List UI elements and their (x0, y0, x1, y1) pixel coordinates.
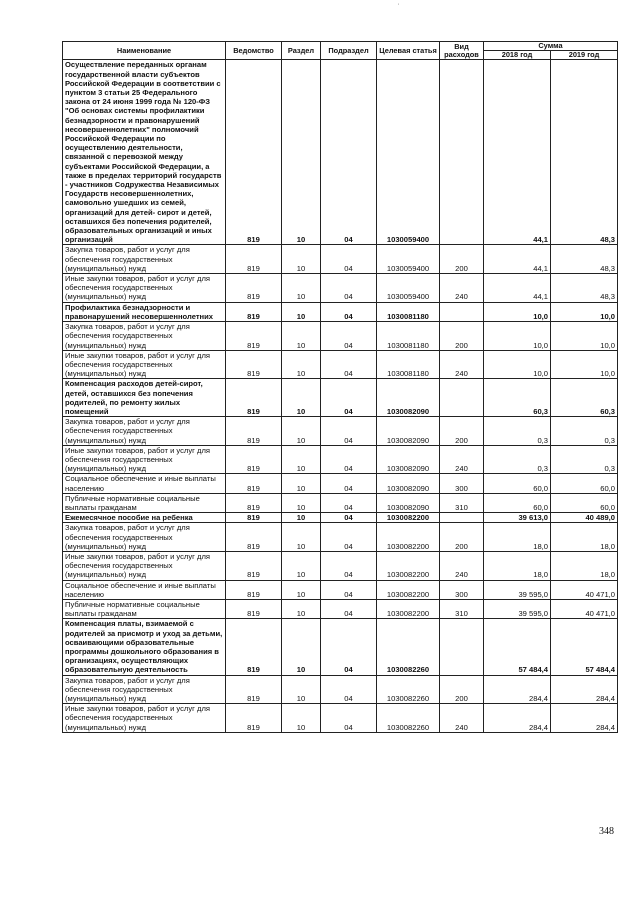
scan-mark: ' (398, 4, 400, 10)
table-row (63, 274, 618, 303)
cell-sum-2018: 10,0 (484, 350, 551, 379)
cell-target: 1030082090 (377, 474, 440, 493)
cell-sum-2019: 0,3 (551, 445, 618, 474)
cell-target: 1030059400 (377, 274, 440, 303)
cell-exp-type: 200 (440, 417, 484, 446)
cell-name: Ежемесячное пособие на ребенка (63, 513, 226, 523)
cell-sum-2019: 60,3 (551, 379, 618, 417)
cell-subsection: 04 (321, 493, 377, 512)
cell-subsection: 04 (321, 60, 377, 245)
cell-sum-2019: 0,3 (551, 417, 618, 446)
cell-target: 1030081180 (377, 350, 440, 379)
cell-sum-2019: 10,0 (551, 322, 618, 351)
cell-sum-2018: 44,1 (484, 245, 551, 274)
table-row (63, 513, 618, 523)
cell-exp-type: 310 (440, 599, 484, 618)
cell-section: 10 (282, 580, 321, 599)
col-header-2019: 2019 год (551, 51, 618, 60)
cell-subsection: 04 (321, 302, 377, 321)
cell-name: Социальное обеспечение и иные выплаты населению (63, 474, 226, 493)
cell-sum-2018: 284,4 (484, 704, 551, 733)
table-body (63, 60, 618, 732)
cell-sum-2019: 48,3 (551, 274, 618, 303)
cell-sum-2019: 10,0 (551, 302, 618, 321)
table-row (63, 580, 618, 599)
table-row (63, 350, 618, 379)
table-row (63, 551, 618, 580)
col-header-dept: Ведомство (226, 42, 282, 60)
cell-exp-type: 240 (440, 445, 484, 474)
cell-exp-type (440, 513, 484, 523)
col-header-2018: 2018 год (484, 51, 551, 60)
cell-section: 10 (282, 245, 321, 274)
cell-subsection: 04 (321, 474, 377, 493)
cell-target: 1030081180 (377, 322, 440, 351)
cell-name: Компенсация платы, взимаемой с родителей за присмотр и уход за детьми, осваивающими образовательные программы дошкольного образования в организациях, осуществляющих образовательную деятельность (63, 619, 226, 675)
cell-exp-type (440, 619, 484, 675)
cell-dept: 819 (226, 474, 282, 493)
cell-name: Компенсация расходов детей-сирот, детей, оставшихся без попечения родителей, по ремонту жилых помещений (63, 379, 226, 417)
budget-table (62, 41, 618, 733)
table-row (63, 599, 618, 618)
cell-sum-2019: 18,0 (551, 551, 618, 580)
table-row (63, 619, 618, 675)
cell-name: Осуществление переданных органам государственной власти субъектов Российской Федерации в соответствии с пунктом 3 статьи 25 Федерального закона от 24 июня 1999 года № 120-ФЗ "Об основах системы профилактики безнадзорности и правонарушений несовершеннолетних" полномочий Российской Федерации по осуществлению деятельности, связанной с перевозкой между субъектами Российской Федерации, а также в пределах территорий государств - участников Содружества Независимых Государств несовершеннолетних, самовольно ушедших из семей, организаций для детей- сирот и детей, оставшихся без попечения родителей, образовательных организаций и иных организаций (63, 60, 226, 245)
cell-target: 1030082200 (377, 551, 440, 580)
cell-name: Профилактика безнадзорности и правонарушений несовершеннолетних (63, 302, 226, 321)
cell-sum-2019: 57 484,4 (551, 619, 618, 675)
table-row (63, 523, 618, 552)
cell-section: 10 (282, 60, 321, 245)
cell-exp-type: 240 (440, 350, 484, 379)
cell-section: 10 (282, 302, 321, 321)
cell-section: 10 (282, 619, 321, 675)
cell-section: 10 (282, 599, 321, 618)
cell-dept: 819 (226, 274, 282, 303)
cell-dept: 819 (226, 599, 282, 618)
table-row (63, 675, 618, 704)
page-number: 348 (599, 826, 614, 837)
cell-dept: 819 (226, 379, 282, 417)
cell-dept: 819 (226, 417, 282, 446)
cell-sum-2018: 10,0 (484, 302, 551, 321)
cell-sum-2019: 40 471,0 (551, 599, 618, 618)
cell-dept: 819 (226, 493, 282, 512)
cell-target: 1030082200 (377, 599, 440, 618)
cell-dept: 819 (226, 513, 282, 523)
cell-section: 10 (282, 704, 321, 733)
cell-section: 10 (282, 322, 321, 351)
cell-dept: 819 (226, 675, 282, 704)
cell-name: Иные закупки товаров, работ и услуг для обеспечения государственных (муниципальных) нужд (63, 704, 226, 733)
cell-dept: 819 (226, 302, 282, 321)
cell-exp-type: 200 (440, 523, 484, 552)
cell-name: Иные закупки товаров, работ и услуг для обеспечения государственных (муниципальных) нужд (63, 274, 226, 303)
col-header-section: Раздел (282, 42, 321, 60)
cell-sum-2018: 57 484,4 (484, 619, 551, 675)
cell-dept: 819 (226, 60, 282, 245)
cell-section: 10 (282, 551, 321, 580)
cell-subsection: 04 (321, 619, 377, 675)
cell-name: Публичные нормативные социальные выплаты гражданам (63, 599, 226, 618)
cell-section: 10 (282, 474, 321, 493)
table-row (63, 322, 618, 351)
cell-subsection: 04 (321, 350, 377, 379)
cell-exp-type: 300 (440, 474, 484, 493)
cell-exp-type: 240 (440, 551, 484, 580)
cell-name: Закупка товаров, работ и услуг для обеспечения государственных (муниципальных) нужд (63, 675, 226, 704)
cell-subsection: 04 (321, 445, 377, 474)
cell-sum-2018: 10,0 (484, 322, 551, 351)
cell-exp-type: 310 (440, 493, 484, 512)
cell-dept: 819 (226, 580, 282, 599)
cell-subsection: 04 (321, 245, 377, 274)
cell-dept: 819 (226, 350, 282, 379)
cell-section: 10 (282, 445, 321, 474)
col-header-subsection: Подраздел (321, 42, 377, 60)
cell-target: 1030059400 (377, 60, 440, 245)
cell-section: 10 (282, 513, 321, 523)
table-row (63, 493, 618, 512)
cell-sum-2019: 18,0 (551, 523, 618, 552)
cell-subsection: 04 (321, 599, 377, 618)
cell-sum-2018: 44,1 (484, 60, 551, 245)
cell-section: 10 (282, 675, 321, 704)
cell-subsection: 04 (321, 580, 377, 599)
col-header-target: Целевая статья (377, 42, 440, 60)
cell-exp-type: 300 (440, 580, 484, 599)
cell-sum-2019: 40 471,0 (551, 580, 618, 599)
cell-subsection: 04 (321, 675, 377, 704)
cell-name: Публичные нормативные социальные выплаты гражданам (63, 493, 226, 512)
cell-subsection: 04 (321, 379, 377, 417)
col-header-exp-type: Вид расходов (440, 42, 484, 60)
cell-name: Иные закупки товаров, работ и услуг для обеспечения государственных (муниципальных) нужд (63, 445, 226, 474)
table-row (63, 379, 618, 417)
table-row (63, 474, 618, 493)
cell-sum-2018: 284,4 (484, 675, 551, 704)
cell-target: 1030082260 (377, 675, 440, 704)
cell-section: 10 (282, 523, 321, 552)
cell-name: Закупка товаров, работ и услуг для обеспечения государственных (муниципальных) нужд (63, 322, 226, 351)
cell-subsection: 04 (321, 523, 377, 552)
cell-sum-2018: 60,0 (484, 493, 551, 512)
cell-exp-type (440, 379, 484, 417)
cell-target: 1030082090 (377, 417, 440, 446)
cell-exp-type: 200 (440, 322, 484, 351)
cell-dept: 819 (226, 445, 282, 474)
cell-sum-2018: 0,3 (484, 417, 551, 446)
cell-sum-2018: 39 613,0 (484, 513, 551, 523)
cell-name: Закупка товаров, работ и услуг для обеспечения государственных (муниципальных) нужд (63, 523, 226, 552)
cell-sum-2019: 284,4 (551, 704, 618, 733)
table-row (63, 445, 618, 474)
cell-exp-type (440, 60, 484, 245)
cell-target: 1030082200 (377, 523, 440, 552)
table-header (63, 42, 618, 60)
cell-section: 10 (282, 379, 321, 417)
table-row (63, 302, 618, 321)
cell-name: Закупка товаров, работ и услуг для обеспечения государственных (муниципальных) нужд (63, 245, 226, 274)
cell-subsection: 04 (321, 274, 377, 303)
cell-subsection: 04 (321, 322, 377, 351)
cell-sum-2019: 60,0 (551, 474, 618, 493)
cell-name: Социальное обеспечение и иные выплаты населению (63, 580, 226, 599)
cell-name: Закупка товаров, работ и услуг для обеспечения государственных (муниципальных) нужд (63, 417, 226, 446)
cell-subsection: 04 (321, 551, 377, 580)
table-row (63, 417, 618, 446)
cell-sum-2018: 44,1 (484, 274, 551, 303)
cell-sum-2018: 60,3 (484, 379, 551, 417)
cell-target: 1030082200 (377, 580, 440, 599)
cell-sum-2019: 60,0 (551, 493, 618, 512)
cell-target: 1030082090 (377, 445, 440, 474)
col-header-name: Наименование (63, 42, 226, 60)
cell-dept: 819 (226, 523, 282, 552)
cell-exp-type: 240 (440, 704, 484, 733)
cell-dept: 819 (226, 245, 282, 274)
cell-dept: 819 (226, 322, 282, 351)
cell-exp-type: 240 (440, 274, 484, 303)
cell-target: 1030082090 (377, 493, 440, 512)
cell-target: 1030059400 (377, 245, 440, 274)
cell-sum-2019: 48,3 (551, 245, 618, 274)
cell-sum-2019: 10,0 (551, 350, 618, 379)
table-row (63, 245, 618, 274)
cell-dept: 819 (226, 551, 282, 580)
cell-sum-2019: 48,3 (551, 60, 618, 245)
cell-name: Иные закупки товаров, работ и услуг для обеспечения государственных (муниципальных) нужд (63, 350, 226, 379)
cell-name: Иные закупки товаров, работ и услуг для обеспечения государственных (муниципальных) нужд (63, 551, 226, 580)
cell-section: 10 (282, 274, 321, 303)
cell-subsection: 04 (321, 704, 377, 733)
cell-subsection: 04 (321, 513, 377, 523)
table-row (63, 60, 618, 245)
cell-sum-2018: 39 595,0 (484, 580, 551, 599)
cell-sum-2019: 284,4 (551, 675, 618, 704)
cell-target: 1030082260 (377, 704, 440, 733)
cell-sum-2018: 18,0 (484, 551, 551, 580)
cell-dept: 819 (226, 704, 282, 733)
cell-exp-type: 200 (440, 675, 484, 704)
cell-sum-2019: 40 489,0 (551, 513, 618, 523)
cell-exp-type (440, 302, 484, 321)
cell-target: 1030082260 (377, 619, 440, 675)
cell-target: 1030082200 (377, 513, 440, 523)
cell-section: 10 (282, 417, 321, 446)
table-row (63, 704, 618, 733)
cell-sum-2018: 18,0 (484, 523, 551, 552)
col-header-sum: Сумма (484, 42, 618, 51)
cell-exp-type: 200 (440, 245, 484, 274)
cell-sum-2018: 0,3 (484, 445, 551, 474)
cell-sum-2018: 39 595,0 (484, 599, 551, 618)
cell-sum-2018: 60,0 (484, 474, 551, 493)
cell-target: 1030081180 (377, 302, 440, 321)
cell-target: 1030082090 (377, 379, 440, 417)
cell-subsection: 04 (321, 417, 377, 446)
cell-section: 10 (282, 350, 321, 379)
cell-dept: 819 (226, 619, 282, 675)
cell-section: 10 (282, 493, 321, 512)
